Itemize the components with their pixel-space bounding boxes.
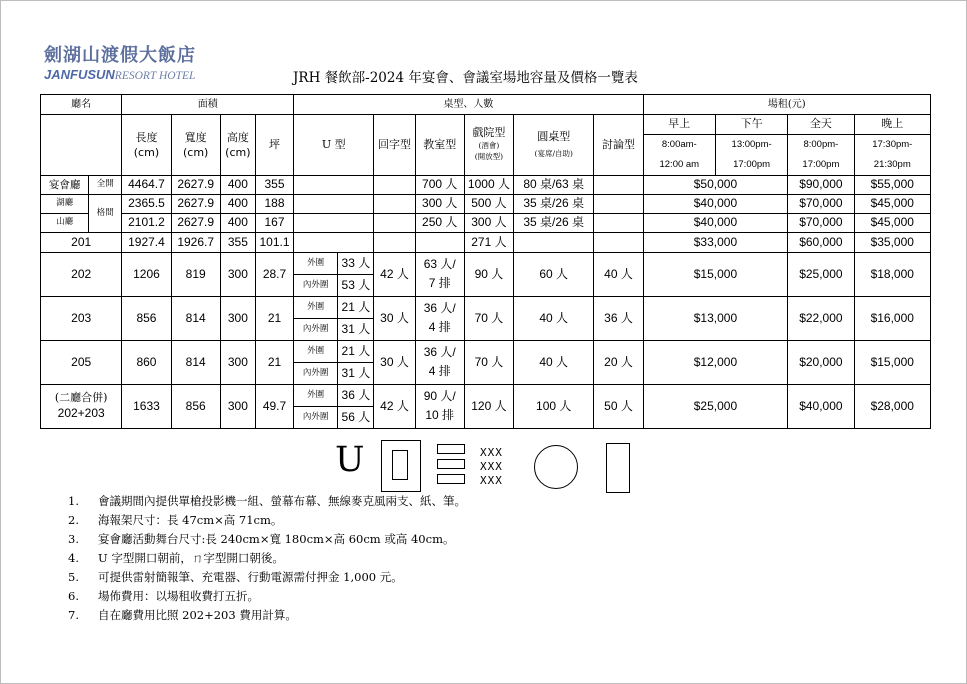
- header-width: 寬度 (cm): [171, 115, 220, 176]
- u-shape-icon: U: [335, 440, 365, 480]
- cell-theater: 300 人: [464, 214, 513, 233]
- cell-length: 860: [122, 341, 171, 385]
- table-row: [41, 176, 931, 195]
- cell-height: 355: [220, 233, 255, 253]
- table-row: [41, 195, 931, 214]
- cell-length: 4464.7: [122, 176, 171, 195]
- room-name-combined: (二廳合併) 202+203: [41, 385, 122, 429]
- cell-kou-type: [374, 195, 415, 214]
- cell-u-type: [294, 195, 374, 214]
- cell-fullday-price: $70,000: [788, 214, 854, 233]
- cell-height: 300: [220, 297, 255, 341]
- cell-length: 2101.2: [122, 214, 171, 233]
- cell-classroom: 36 人/ 4 排: [415, 341, 464, 385]
- cell-width: 814: [171, 297, 220, 341]
- cell-classroom: 36 人/ 4 排: [415, 297, 464, 341]
- header-height: 高度 (cm): [220, 115, 255, 176]
- hotel-logo: [44, 46, 196, 83]
- cell-width: 814: [171, 341, 220, 385]
- cell-round: 80 桌/63 桌: [514, 176, 594, 195]
- room-name: 203: [41, 297, 122, 341]
- cell-ping: 28.7: [255, 253, 293, 297]
- cell-evening-price: $16,000: [854, 297, 930, 341]
- cell-length: 1927.4: [122, 233, 171, 253]
- cell-evening-price: $45,000: [854, 195, 930, 214]
- cell-evening-price: $18,000: [854, 253, 930, 297]
- table-row: [41, 214, 931, 233]
- cell-fullday-price: $20,000: [788, 341, 854, 385]
- cell-kou-type: [374, 176, 415, 195]
- room-name: 205: [41, 341, 122, 385]
- discussion-table-icon: [606, 443, 630, 493]
- u-inner-label: 內外圍: [294, 363, 338, 385]
- cell-fullday-price: $70,000: [788, 195, 854, 214]
- cell-kou-type: 42 人: [374, 385, 415, 429]
- note-item: 1. 會議期間內提供單槍投影機一組、螢幕布幕、無線麥克風兩支、紙、筆。: [68, 494, 466, 508]
- header-classroom: 教室型: [415, 115, 464, 176]
- cell-theater: 1000 人: [464, 176, 513, 195]
- table-row: [41, 253, 931, 275]
- note-item: 3. 宴會廳活動舞台尺寸:長 240cm×寬 180cm×高 60cm 或高 40cm。: [68, 532, 455, 546]
- header-morning-time: 8:00am- 12:00 am: [643, 135, 715, 176]
- cell-kou-type: 30 人: [374, 297, 415, 341]
- cell-discussion: [594, 176, 643, 195]
- lake-hall-name: 湖廳: [41, 195, 89, 214]
- cell-half-day-price: $13,000: [643, 297, 788, 341]
- logo-english-thin: RESORT HOTEL: [114, 70, 196, 82]
- cell-fullday-price: $90,000: [788, 176, 854, 195]
- cell-evening-price: $45,000: [854, 214, 930, 233]
- cell-length: 1633: [122, 385, 171, 429]
- header-room-blank: [41, 115, 122, 176]
- cell-height: 300: [220, 253, 255, 297]
- cell-width: 2627.9: [171, 214, 220, 233]
- header-rent: 場租(元): [643, 95, 930, 115]
- cell-fullday-price: $40,000: [788, 385, 854, 429]
- cell-u-type: [294, 233, 374, 253]
- cell-evening-price: $55,000: [854, 176, 930, 195]
- layout-legend: [0, 438, 967, 498]
- cell-round: 35 桌/26 桌: [514, 214, 594, 233]
- cell-discussion: 20 人: [594, 341, 643, 385]
- classroom-row-icon: [437, 474, 465, 484]
- cell-half-day-price: $15,000: [643, 253, 788, 297]
- header-theater: 戲院型 (酒會) (開放型): [464, 115, 513, 176]
- mountain-hall-name: 山廳: [41, 214, 89, 233]
- cell-kou-type: [374, 214, 415, 233]
- cell-round: 35 桌/26 桌: [514, 195, 594, 214]
- header-length: 長度 (cm): [122, 115, 171, 176]
- cell-discussion: [594, 233, 643, 253]
- u-inner-count: 53 人: [338, 275, 374, 297]
- header-fullday: 全天: [788, 115, 854, 135]
- notes-list: [68, 492, 466, 625]
- note-item: 4. U 字型開口朝前，ㄇ字型開口朝後。: [68, 551, 284, 565]
- cell-width: 856: [171, 385, 220, 429]
- header-ping: 坪: [255, 115, 293, 176]
- cell-classroom: [415, 233, 464, 253]
- cell-round: 60 人: [514, 253, 594, 297]
- logo-chinese: 劍湖山渡假大飯店: [44, 45, 196, 66]
- kou-shape-inner: [392, 450, 408, 480]
- table-row: [41, 233, 931, 253]
- cell-classroom: 90 人/ 10 排: [415, 385, 464, 429]
- room-name: 201: [41, 233, 122, 253]
- header-u-type: U 型: [294, 115, 374, 176]
- cell-fullday-price: $22,000: [788, 297, 854, 341]
- cell-round: 40 人: [514, 297, 594, 341]
- cell-theater: 70 人: [464, 297, 513, 341]
- u-outer-label: 外圍: [294, 385, 338, 407]
- cell-discussion: 36 人: [594, 297, 643, 341]
- cell-height: 400: [220, 176, 255, 195]
- cell-height: 400: [220, 214, 255, 233]
- header-morning: 早上: [643, 115, 715, 135]
- cell-classroom: 63 人/ 7 排: [415, 253, 464, 297]
- cell-length: 856: [122, 297, 171, 341]
- u-inner-label: 內外圍: [294, 407, 338, 429]
- logo-english: [44, 67, 196, 83]
- header-afternoon: 下午: [715, 115, 787, 135]
- cell-height: 400: [220, 195, 255, 214]
- cell-evening-price: $15,000: [854, 341, 930, 385]
- cell-kou-type: 30 人: [374, 341, 415, 385]
- cell-height: 300: [220, 341, 255, 385]
- cell-classroom: 250 人: [415, 214, 464, 233]
- cell-width: 1926.7: [171, 233, 220, 253]
- note-item: 2. 海報架尺寸：長 47cm×高 71cm。: [68, 513, 283, 527]
- cell-ping: 355: [255, 176, 293, 195]
- u-inner-label: 內外圍: [294, 275, 338, 297]
- u-inner-count: 31 人: [338, 363, 374, 385]
- cell-width: 2627.9: [171, 195, 220, 214]
- note-item: 6. 場佈費用：以場租收費打五折。: [68, 589, 259, 603]
- banquet-hall-name: 宴會廳: [41, 176, 89, 195]
- cell-theater: 500 人: [464, 195, 513, 214]
- cell-discussion: 40 人: [594, 253, 643, 297]
- venue-table: [40, 94, 931, 429]
- cell-half-day-price: $40,000: [643, 195, 788, 214]
- u-outer-label: 外圍: [294, 341, 338, 363]
- cell-ping: 21: [255, 297, 293, 341]
- cell-discussion: 50 人: [594, 385, 643, 429]
- cell-round: 40 人: [514, 341, 594, 385]
- u-inner-count: 31 人: [338, 319, 374, 341]
- cell-discussion: [594, 214, 643, 233]
- kou-shape-icon: [381, 440, 421, 492]
- header-fullday-time: 8:00pm- 17:00pm: [788, 135, 854, 176]
- u-outer-label: 外圍: [294, 253, 338, 275]
- cell-theater: 271 人: [464, 233, 513, 253]
- header-kou-type: 回字型: [374, 115, 415, 176]
- cell-round: 100 人: [514, 385, 594, 429]
- cell-half-day-price: $25,000: [643, 385, 788, 429]
- u-inner-label: 內外圍: [294, 319, 338, 341]
- note-item: 7. 自在廳費用比照 202+203 費用計算。: [68, 608, 297, 622]
- theater-seat-icon: XXX XXX XXX: [480, 446, 503, 487]
- cell-length: 2365.5: [122, 195, 171, 214]
- header-row-1: [41, 95, 931, 115]
- room-name: 202: [41, 253, 122, 297]
- cell-height: 300: [220, 385, 255, 429]
- u-outer-count: 36 人: [338, 385, 374, 407]
- header-row-2: [41, 115, 931, 135]
- cell-half-day-price: $33,000: [643, 233, 788, 253]
- u-outer-count: 33 人: [338, 253, 374, 275]
- cell-half-day-price: $50,000: [643, 176, 788, 195]
- cell-ping: 21: [255, 341, 293, 385]
- cell-ping: 49.7: [255, 385, 293, 429]
- header-round: 圓桌型 (宴席/自助): [514, 115, 594, 176]
- cell-ping: 188: [255, 195, 293, 214]
- note-item: 5. 可提供雷射簡報筆、充電器、行動電源需付押金 1,000 元。: [68, 570, 403, 584]
- classroom-row-icon: [437, 444, 465, 454]
- header-evening-time: 17:30pm- 21:30pm: [854, 135, 930, 176]
- cell-classroom: 700 人: [415, 176, 464, 195]
- logo-english-bold: JANFUSUN: [44, 67, 115, 82]
- cell-theater: 90 人: [464, 253, 513, 297]
- cell-fullday-price: $60,000: [788, 233, 854, 253]
- cell-length: 1206: [122, 253, 171, 297]
- cell-width: 819: [171, 253, 220, 297]
- table-row: [41, 385, 931, 407]
- cell-half-day-price: $40,000: [643, 214, 788, 233]
- cell-round: [514, 233, 594, 253]
- cell-theater: 120 人: [464, 385, 513, 429]
- cell-ping: 101.1: [255, 233, 293, 253]
- cell-kou-type: 42 人: [374, 253, 415, 297]
- cell-discussion: [594, 195, 643, 214]
- cell-evening-price: $28,000: [854, 385, 930, 429]
- header-evening: 晚上: [854, 115, 930, 135]
- header-afternoon-time: 13:00pm- 17:00pm: [715, 135, 787, 176]
- u-outer-label: 外圍: [294, 297, 338, 319]
- cell-kou-type: [374, 233, 415, 253]
- header-seating: 桌型、人數: [294, 95, 644, 115]
- u-outer-count: 21 人: [338, 297, 374, 319]
- classroom-row-icon: [437, 459, 465, 469]
- round-table-icon: [534, 445, 578, 489]
- header-room: 廳名: [41, 95, 122, 115]
- cell-u-type: [294, 176, 374, 195]
- cell-fullday-price: $25,000: [788, 253, 854, 297]
- u-outer-count: 21 人: [338, 341, 374, 363]
- u-inner-count: 56 人: [338, 407, 374, 429]
- cell-u-type: [294, 214, 374, 233]
- header-discussion: 討論型: [594, 115, 643, 176]
- cell-width: 2627.9: [171, 176, 220, 195]
- cell-evening-price: $35,000: [854, 233, 930, 253]
- table-row: [41, 297, 931, 319]
- banquet-partition-label: 格間: [89, 195, 122, 233]
- cell-theater: 70 人: [464, 341, 513, 385]
- cell-classroom: 300 人: [415, 195, 464, 214]
- document-title: JRH 餐飲部-2024 年宴會、會議室場地容量及價格一覽表: [293, 70, 638, 86]
- header-area: 面積: [122, 95, 294, 115]
- table-row: [41, 341, 931, 363]
- cell-ping: 167: [255, 214, 293, 233]
- cell-half-day-price: $12,000: [643, 341, 788, 385]
- banquet-full-label: 全開: [89, 176, 122, 195]
